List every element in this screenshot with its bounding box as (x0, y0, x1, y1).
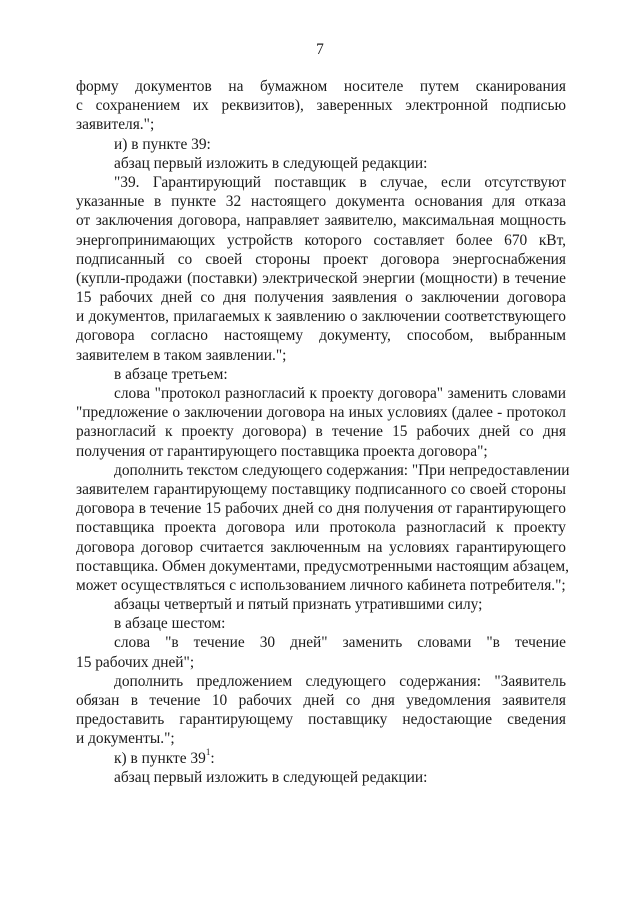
text-line: (купли-продажи (поставки) электрической энергии (мощности) в течение (76, 269, 566, 287)
text-line: обязан в течение 10 рабочих дней со дня уведомления заявителя (76, 692, 566, 709)
text-line: поставщика проекта договора или протокола разногласий к проекту (76, 519, 566, 537)
text-line: 15 рабочих дней со дня получения заявления о заключении договора (76, 289, 566, 307)
superscript: 1 (205, 747, 211, 758)
page-number: 7 (316, 41, 324, 58)
text-segment: к) в пункте 39 (114, 749, 206, 767)
text-segment: : (210, 749, 215, 767)
document-body (76, 77, 570, 787)
text-line: и документов, прилагаемых к заявлению о заключении соответствующего (76, 308, 566, 326)
text-line: форму документов на бумажном носителе путем сканирования (76, 78, 566, 95)
text-line: 15 рабочих дней"; (76, 653, 195, 671)
text-line: от заключения договора, направляет заявителю, максимальная мощность (76, 212, 566, 230)
text-line: может осуществляться с использованием личного кабинета потребителя."; (76, 576, 566, 594)
text-line: энергопринимающих устройств которого составляет более 670 кВт, (76, 231, 566, 249)
text-line: слова "протокол разногласий к проекту договора" заменить словами (114, 385, 566, 402)
text-line: "предложение о заключении договора на иных условиях (далее - протокол (76, 404, 566, 422)
text-line: договора договор считается заключенным на условиях гарантирующего (76, 538, 566, 556)
text-line: заявителем гарантирующему поставщику подписанного со своей стороны (76, 480, 566, 498)
text-line: абзац первый изложить в следующей редакции: (114, 768, 428, 786)
text-line: в абзаце шестом: (114, 615, 226, 633)
text-line: дополнить текстом следующего содержания: "При непредоставлении (114, 461, 570, 479)
text-line: договора в течение 15 рабочих дней со дня получения от гарантирующего (76, 500, 566, 518)
text-line: заявителем в таком заявлении."; (76, 346, 287, 364)
text-line: абзац первый изложить в следующей редакции: (114, 154, 428, 172)
text-line: подписанный со своей стороны проект договора энергоснабжения (76, 250, 566, 268)
text-line: абзацы четвертый и пятый признать утратившими силу; (114, 596, 483, 614)
text-line: и) в пункте 39: (114, 135, 211, 153)
text-line: договора согласно настоящему документу, способом, выбранным (76, 327, 566, 345)
text-line: получения от гарантирующего поставщика проекта договора"; (76, 442, 488, 460)
text-line: разногласий к проекту договора) в течение 15 рабочих дней со дня (76, 423, 566, 441)
text-line: с сохранением их реквизитов), заверенных электронной подписью (76, 97, 566, 115)
text-line: и документы."; (76, 730, 175, 748)
text-line: поставщика. Обмен документами, предусмотренными настоящим абзацем, (76, 557, 569, 575)
text-line: предоставить гарантирующему поставщику недостающие сведения (76, 711, 566, 729)
text-line: в абзаце третьем: (114, 365, 228, 383)
text-line: "39. Гарантирующий поставщик в случае, если отсутствуют (114, 173, 566, 191)
text-line-with-superscript (76, 749, 566, 768)
text-line: указанные в пункте 32 настоящего документа основания для отказа (76, 193, 566, 211)
text-line: дополнить предложением следующего содержания: "Заявитель (114, 672, 566, 690)
text-line: слова "в течение 30 дней" заменить словами "в течение (114, 634, 566, 652)
text-line: заявителя."; (76, 116, 155, 134)
